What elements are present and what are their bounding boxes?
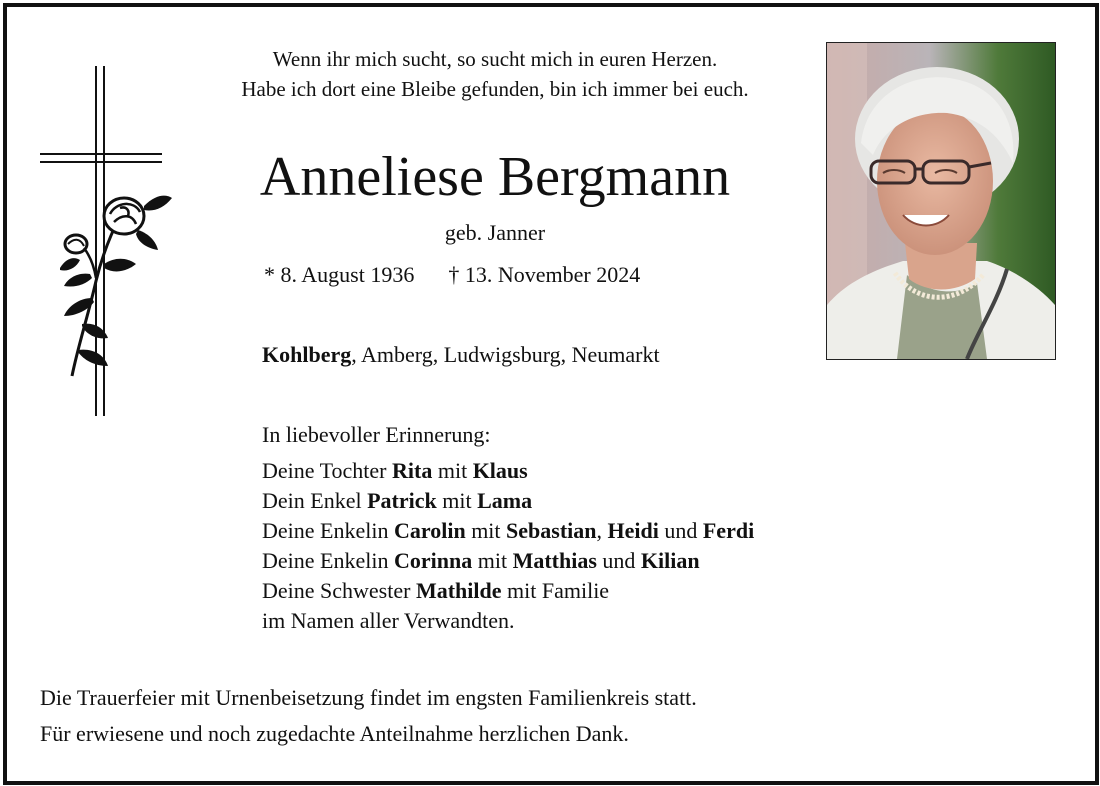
family-line-text: mit (472, 548, 513, 573)
mourners-section (262, 420, 754, 636)
family-line-text: und (596, 548, 641, 573)
closing-line: im Namen aller Verwandten. (262, 608, 515, 633)
deceased-name: Anneliese Bergmann (259, 146, 731, 208)
family-line-text: Deine Schwester (262, 578, 416, 603)
family-member-name: Ferdi (702, 518, 755, 543)
thanks-note: Für erwiesene und noch zugedachte Anteilnahme herzlichen Dank. (40, 721, 629, 746)
place-hometown: Kohlberg (262, 342, 352, 367)
family-line-text: mit Familie (501, 578, 610, 603)
funeral-info (40, 680, 697, 752)
family-line-text: , (596, 518, 608, 543)
family-line-text: mit (432, 458, 473, 483)
family-member-name: Rita (392, 458, 433, 483)
verse-line: Habe ich dort eine Bleibe gefunden, bin ich immer bei euch. (241, 77, 749, 101)
family-line (262, 456, 754, 486)
family-line (262, 516, 754, 546)
family-line-text: und (658, 518, 703, 543)
death-date: † 13. November 2024 (448, 262, 641, 287)
family-member-name: Matthias (512, 548, 597, 573)
family-line-text: Dein Enkel (262, 488, 368, 513)
family-member-name: Carolin (393, 518, 466, 543)
places-line (262, 342, 660, 368)
family-list (262, 456, 754, 606)
mourners-heading: In liebevoller Erinnerung: (262, 422, 491, 447)
family-member-name: Corinna (393, 548, 473, 573)
verse-line: Wenn ihr mich sucht, so sucht mich in euren Herzen. (272, 47, 718, 71)
family-line-text: Deine Enkelin (262, 548, 394, 573)
family-line-text: Deine Tochter (262, 458, 393, 483)
family-member-name: Lama (477, 488, 533, 513)
family-member-name: Sebastian (506, 518, 597, 543)
birth-date: * 8. August 1936 (264, 262, 415, 287)
portrait-photo (826, 42, 1056, 360)
family-line (262, 576, 754, 606)
family-line (262, 486, 754, 516)
family-member-name: Mathilde (415, 578, 502, 603)
family-member-name: Patrick (367, 488, 437, 513)
family-member-name: Klaus (472, 458, 528, 483)
maiden-name: geb. Janner (444, 220, 546, 245)
family-member-name: Kilian (640, 548, 700, 573)
funeral-note: Die Trauerfeier mit Urnenbeisetzung findet im engsten Familienkreis statt. (40, 685, 697, 710)
places-list: , Amberg, Ludwigsburg, Neumarkt (351, 342, 660, 367)
family-line (262, 546, 754, 576)
memorial-verse (160, 44, 830, 104)
family-member-name: Heidi (607, 518, 659, 543)
life-dates (264, 262, 640, 288)
family-line-text: Deine Enkelin (262, 518, 394, 543)
family-line-text: mit (465, 518, 507, 543)
family-line-text: mit (436, 488, 478, 513)
